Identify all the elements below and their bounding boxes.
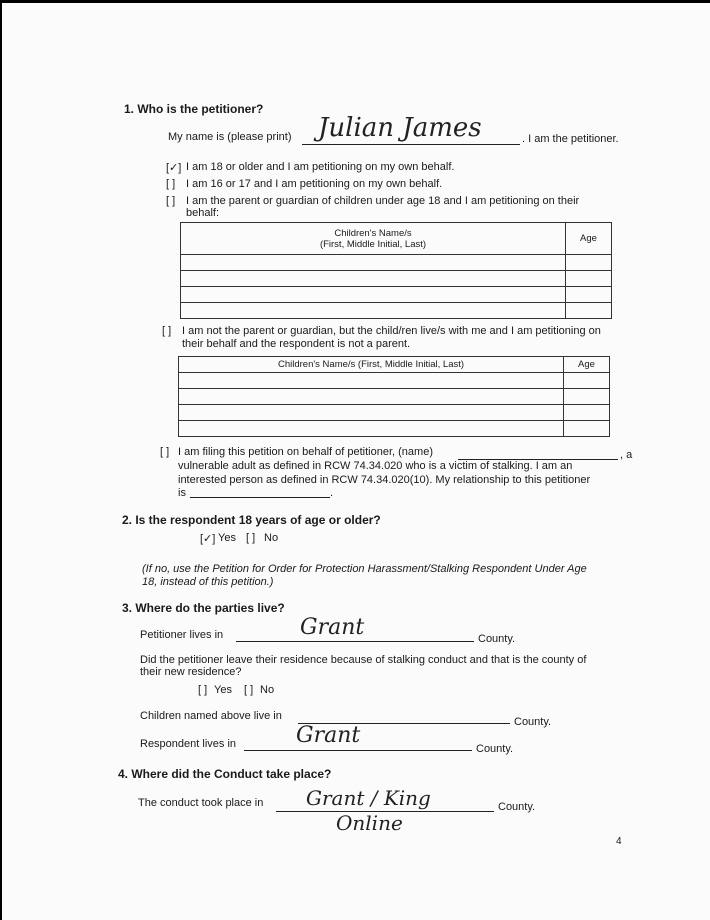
page-number: 4	[616, 836, 622, 847]
option5-line1: I am filing this petition on behalf of petitioner, (name)	[178, 446, 433, 458]
table2-age-header: Age	[564, 357, 610, 373]
option5-line2: vulnerable adult as defined in RCW 74.34.020 who is a victim of stalking. I am an	[178, 460, 573, 472]
option5-line4: is	[178, 487, 186, 499]
option2-text: I am 16 or 17 and I am petitioning on my own behalf.	[186, 178, 443, 190]
conduct-county-handwritten-2: Online	[336, 811, 403, 835]
petitioner-county-handwritten: Grant	[300, 615, 365, 640]
option5-line4-end: .	[330, 487, 334, 499]
q3-yes-label: Yes	[214, 684, 232, 696]
option5-line1-end: , a	[620, 449, 633, 461]
option1-checkbox: [✓]	[166, 162, 182, 174]
option5-relationship-line	[190, 497, 330, 498]
q4-heading: 4. Where did the Conduct take place?	[118, 767, 332, 781]
q3-leave-line1: Did the petitioner leave their residence because of stalking conduct and that is the county of	[140, 654, 587, 666]
table1-name-header: Children's Name/s (First, Middle Initial, Last)	[181, 223, 566, 255]
option4-checkbox: [ ]	[162, 325, 172, 337]
petitioner-name-line	[302, 144, 520, 145]
q3-no-label: No	[260, 684, 275, 696]
petitioner-county-line	[236, 641, 474, 642]
table1-age-header: Age	[566, 223, 612, 255]
option4-text: I am not the parent or guardian, but the child/ren live/s with me and I am petitioning on	[182, 325, 601, 337]
q2-yes-label: Yes	[218, 532, 236, 544]
children-county-suffix: County.	[514, 716, 552, 728]
document-page	[2, 3, 710, 920]
q2-no-label: No	[264, 532, 279, 544]
option3-checkbox: [ ]	[166, 195, 176, 207]
q3-no-checkbox: [ ]	[244, 684, 254, 696]
petitioner-name-label: My name is (please print)	[168, 131, 292, 143]
q2-no-checkbox: [ ]	[246, 532, 256, 544]
option5-checkbox: [ ]	[160, 446, 170, 458]
respondent-county-handwritten: Grant	[296, 723, 361, 748]
q2-note-line2: 18, instead of this petition.)	[142, 576, 274, 588]
petitioner-county-suffix: County.	[478, 633, 516, 645]
conduct-county-suffix: County.	[498, 801, 536, 813]
q3-yes-checkbox: [ ]	[198, 684, 208, 696]
children-table-1	[180, 222, 612, 319]
respondent-county-suffix: County.	[476, 743, 514, 755]
option4-text-cont: their behalf and the respondent is not a parent.	[182, 338, 411, 350]
petitioner-name-handwritten: Julian James	[318, 113, 482, 143]
petitioner-name-suffix: . I am the petitioner.	[522, 133, 619, 145]
conduct-county-label: The conduct took place in	[138, 797, 264, 809]
conduct-county-handwritten-1: Grant / King	[306, 786, 431, 810]
option3-text: I am the parent or guardian of children under age 18 and I am petitioning on their	[186, 195, 580, 207]
petitioner-county-label: Petitioner lives in	[140, 629, 224, 641]
table2-name-header: Children's Name/s (First, Middle Initial, Last)	[179, 357, 564, 373]
q2-yes-checkbox: [✓]	[200, 533, 216, 545]
respondent-county-line	[244, 750, 472, 751]
q2-heading: 2. Is the respondent 18 years of age or older?	[122, 513, 381, 527]
q1-heading: 1. Who is the petitioner?	[124, 102, 264, 116]
respondent-county-label: Respondent lives in	[140, 738, 237, 750]
option3-text-cont: behalf:	[186, 207, 220, 219]
children-table-2	[178, 356, 610, 437]
children-county-label: Children named above live in	[140, 710, 282, 722]
option2-checkbox: [ ]	[166, 178, 176, 190]
option1-text: I am 18 or older and I am petitioning on my own behalf.	[186, 161, 455, 173]
q3-heading: 3. Where do the parties live?	[122, 601, 285, 615]
q3-leave-line2: their new residence?	[140, 666, 242, 678]
q2-note-line1: (If no, use the Petition for Order for Protection Harassment/Stalking Respondent Under Age	[142, 563, 587, 575]
option5-line3: interested person as defined in RCW 74.34.020(10). My relationship to this petitioner	[178, 474, 591, 486]
